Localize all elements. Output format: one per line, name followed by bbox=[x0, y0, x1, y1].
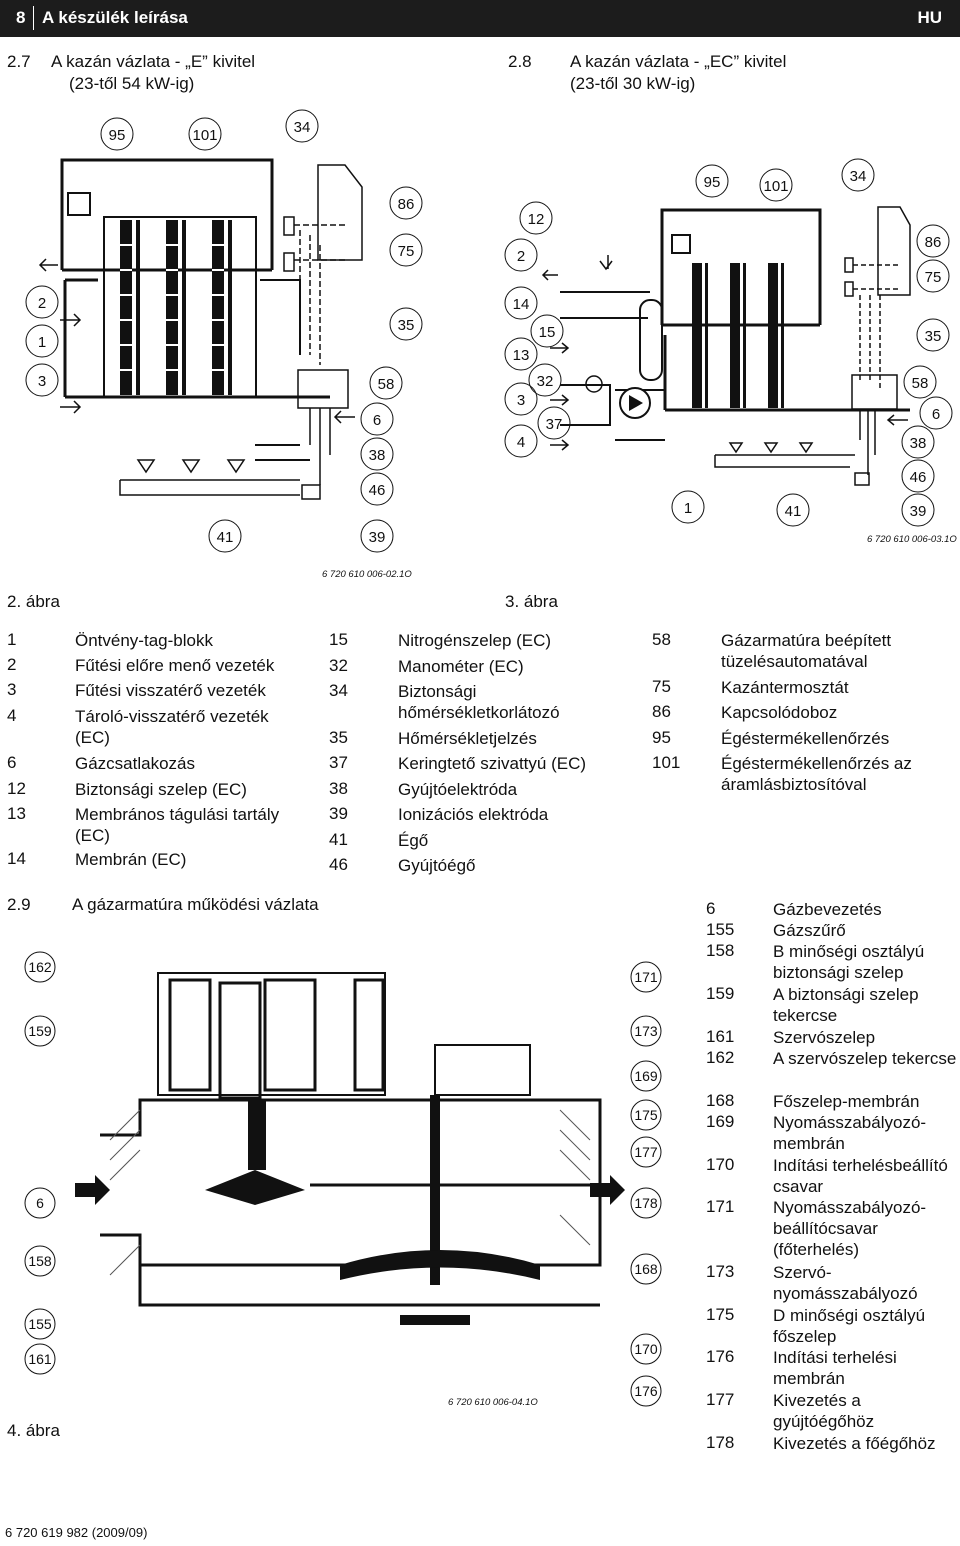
fig3-label: 46 bbox=[909, 469, 927, 486]
legend-text: Égéstermékellenőrzés az áramlásbiztosítóval bbox=[721, 754, 912, 794]
legend-num: 155 bbox=[706, 920, 735, 939]
legend-text: Kivezetés a gyújtóégőhöz bbox=[773, 1391, 875, 1431]
fig4-label: 162 bbox=[28, 959, 52, 975]
legend-text: B minőségi osztályú biztonsági szelep bbox=[773, 942, 925, 982]
legend-num: 95 bbox=[652, 728, 671, 747]
fig2-label: 75 bbox=[397, 243, 415, 260]
legend-text: Főszelep-membrán bbox=[773, 1092, 920, 1111]
legend-text: Keringtető szivattyú (EC) bbox=[398, 754, 587, 773]
legend-text: Gyújtóégő bbox=[398, 856, 476, 875]
legend-num: 176 bbox=[706, 1347, 735, 1366]
fig2-label: 2 bbox=[37, 295, 47, 312]
legend-text: Nitrogénszelep (EC) bbox=[398, 631, 552, 650]
fig3-label: 1 bbox=[683, 500, 693, 517]
section-title-line1: A kazán vázlata - „E” kivitel bbox=[51, 52, 256, 71]
section-title-line1: A kazán vázlata - „EC” kivitel bbox=[570, 52, 787, 71]
legend-num: 58 bbox=[652, 630, 671, 649]
legend-num: 4 bbox=[7, 706, 17, 725]
fig3-label: 2 bbox=[516, 248, 526, 265]
footer-doc-number: 6 720 619 982 (2009/09) bbox=[5, 1525, 148, 1540]
fig2-label: 86 bbox=[397, 196, 415, 213]
fig4-label: 6 bbox=[36, 1195, 44, 1211]
fig2-label: 1 bbox=[37, 334, 47, 351]
legend-num: 75 bbox=[652, 677, 671, 696]
fig2-label: 95 bbox=[108, 127, 126, 144]
fig2-code: 6 720 610 006-02.1O bbox=[322, 569, 412, 580]
legend-text: Gyújtóelektróda bbox=[398, 780, 518, 799]
legend-text: Gázcsatlakozás bbox=[75, 754, 195, 773]
legend-num: 2 bbox=[7, 655, 17, 674]
fig3-label: 32 bbox=[536, 373, 554, 390]
language-code: HU bbox=[917, 8, 942, 27]
fig4-label: 158 bbox=[28, 1253, 52, 1269]
fig2-label: 101 bbox=[192, 127, 218, 144]
legend-text: Égéstermékellenőrzés bbox=[721, 729, 890, 748]
fig4-label: 161 bbox=[28, 1351, 52, 1367]
legend-num: 15 bbox=[329, 630, 348, 649]
section-number: 2.9 bbox=[7, 895, 31, 914]
legend-text: Nyomásszabályozó-membrán bbox=[773, 1113, 927, 1153]
legend-text: Gázszűrő bbox=[773, 921, 846, 940]
fig2-caption: 2. ábra bbox=[7, 592, 60, 611]
legend-num: 101 bbox=[652, 753, 681, 772]
legend-num: 35 bbox=[329, 728, 348, 747]
fig3-label: 58 bbox=[911, 375, 929, 392]
legend-num: 86 bbox=[652, 702, 671, 721]
fig4-label: 168 bbox=[634, 1261, 658, 1277]
fig4-label: 175 bbox=[634, 1107, 658, 1123]
legend-num: 6 bbox=[7, 753, 17, 772]
legend-text: Indítási terhelésbeállító csavar bbox=[773, 1156, 948, 1196]
legend-text: Nyomásszabályozó-beállítócsavar (főterhelés) bbox=[773, 1198, 927, 1259]
legend-text: Szervó-nyomásszabályozó bbox=[773, 1263, 918, 1303]
boiler-diagram-e bbox=[0, 105, 470, 575]
legend-num: 14 bbox=[7, 849, 26, 868]
legend-text: A szervószelep tekercse bbox=[773, 1049, 957, 1068]
legend-column-3 bbox=[652, 630, 957, 810]
gas-valve-diagram bbox=[0, 935, 680, 1415]
legend-column-2 bbox=[329, 630, 629, 880]
fig2-label: 46 bbox=[368, 482, 386, 499]
legend-text: Biztonsági szelep (EC) bbox=[75, 780, 247, 799]
legend-text: Gázbevezetés bbox=[773, 900, 882, 919]
legend-num: 12 bbox=[7, 779, 26, 798]
legend-num: 38 bbox=[329, 779, 348, 798]
legend-num: 46 bbox=[329, 855, 348, 874]
legend-num: 158 bbox=[706, 941, 735, 960]
fig4-label: 170 bbox=[634, 1341, 658, 1357]
legend-text: Ionizációs elektróda bbox=[398, 805, 549, 824]
legend-text: D minőségi osztályú főszelep bbox=[773, 1306, 926, 1346]
fig2-label: 6 bbox=[372, 412, 382, 429]
fig2-label: 3 bbox=[37, 373, 47, 390]
legend-text: Gázarmatúra beépített tüzelésautomatával bbox=[721, 631, 892, 671]
legend-text: Öntvény-tag-blokk bbox=[75, 631, 213, 650]
legend-num: 173 bbox=[706, 1262, 735, 1281]
legend-text: Membrános tágulási tartály (EC) bbox=[75, 805, 280, 845]
fig3-label: 34 bbox=[849, 168, 867, 185]
boiler-diagram-ec bbox=[490, 155, 960, 545]
fig2-label: 38 bbox=[368, 447, 386, 464]
legend-num: 37 bbox=[329, 753, 348, 772]
legend-num: 168 bbox=[706, 1091, 735, 1110]
fig3-label: 39 bbox=[909, 503, 927, 520]
fig3-label: 14 bbox=[512, 296, 530, 313]
fig4-caption: 4. ábra bbox=[7, 1421, 60, 1440]
fig4-label: 169 bbox=[634, 1068, 658, 1084]
section-title: A gázarmatúra működési vázlata bbox=[72, 895, 319, 914]
legend-num: 1 bbox=[7, 630, 17, 649]
legend-num: 13 bbox=[7, 804, 26, 823]
section-number: 2.7 bbox=[7, 52, 31, 71]
fig2-label: 35 bbox=[397, 317, 415, 334]
fig3-label: 6 bbox=[931, 406, 941, 423]
header-title: A készülék leírása bbox=[42, 8, 188, 27]
fig4-label: 155 bbox=[28, 1316, 52, 1332]
fig2-label: 39 bbox=[368, 529, 386, 546]
fig4-label: 171 bbox=[634, 969, 658, 985]
section-title-line2: (23-től 30 kW-ig) bbox=[570, 74, 696, 93]
page-header bbox=[0, 0, 960, 37]
fig3-label: 101 bbox=[763, 178, 789, 195]
legend-num: 161 bbox=[706, 1027, 735, 1046]
legend-text: Szervószelep bbox=[773, 1028, 876, 1047]
fig4-label: 178 bbox=[634, 1195, 658, 1211]
fig3-label: 95 bbox=[703, 174, 721, 191]
fig3-label: 12 bbox=[527, 211, 545, 228]
fig2-label: 58 bbox=[377, 376, 395, 393]
legend-text: Fűtési előre menő vezeték bbox=[75, 656, 275, 675]
fig3-label: 41 bbox=[784, 503, 802, 520]
legend-text: Membrán (EC) bbox=[75, 850, 187, 869]
fig3-caption: 3. ábra bbox=[505, 592, 558, 611]
fig3-label: 86 bbox=[924, 234, 942, 251]
legend-num: 170 bbox=[706, 1155, 735, 1174]
legend-text: Hőmérsékletjelzés bbox=[398, 729, 537, 748]
fig3-code: 6 720 610 006-03.1O bbox=[867, 534, 957, 545]
legend-text: Manométer (EC) bbox=[398, 657, 524, 676]
fig3-label: 75 bbox=[924, 269, 942, 286]
legend-text: A biztonsági szelep tekercse bbox=[773, 985, 919, 1025]
legend-num: 34 bbox=[329, 681, 348, 700]
section-title-line2: (23-től 54 kW-ig) bbox=[69, 74, 195, 93]
legend-num: 171 bbox=[706, 1197, 735, 1216]
page-number: 8 bbox=[16, 8, 26, 27]
legend-num: 162 bbox=[706, 1048, 735, 1067]
fig3-label: 35 bbox=[924, 328, 942, 345]
section-2-9-title bbox=[7, 894, 319, 916]
legend-text: Tároló-visszatérő vezeték (EC) bbox=[75, 707, 269, 747]
section-number: 2.8 bbox=[508, 52, 532, 71]
fig3-label: 15 bbox=[538, 324, 556, 341]
section-2-7-title bbox=[7, 51, 255, 95]
fig4-label: 177 bbox=[634, 1144, 658, 1160]
legend-text: Indítási terhelési membrán bbox=[773, 1348, 897, 1388]
fig3-label: 3 bbox=[516, 392, 526, 409]
legend-num: 159 bbox=[706, 984, 735, 1003]
fig4-label: 159 bbox=[28, 1023, 52, 1039]
fig3-label: 4 bbox=[516, 434, 526, 451]
legend-num: 32 bbox=[329, 656, 348, 675]
legend-text: Égő bbox=[398, 831, 429, 850]
legend-num: 175 bbox=[706, 1305, 735, 1324]
legend-text: Kapcsolódoboz bbox=[721, 703, 838, 722]
fig2-label: 34 bbox=[293, 119, 311, 136]
legend-text: Kivezetés a főégőhöz bbox=[773, 1434, 936, 1453]
legend-num: 41 bbox=[329, 830, 348, 849]
fig3-label: 37 bbox=[545, 416, 563, 433]
fig4-label: 173 bbox=[634, 1023, 658, 1039]
section-2-8-title bbox=[508, 51, 786, 95]
legend-num: 177 bbox=[706, 1390, 735, 1409]
legend-num: 178 bbox=[706, 1433, 735, 1452]
header-divider bbox=[33, 6, 34, 30]
legend-num: 6 bbox=[706, 899, 716, 918]
fig3-label: 13 bbox=[512, 347, 530, 364]
legend-fig4 bbox=[706, 899, 958, 1479]
fig4-code: 6 720 610 006-04.1O bbox=[448, 1397, 538, 1408]
fig4-label: 176 bbox=[634, 1383, 658, 1399]
legend-num: 169 bbox=[706, 1112, 735, 1131]
legend-text: Kazántermosztát bbox=[721, 678, 849, 697]
legend-text: Biztonsági hőmérsékletkorlátozó bbox=[398, 682, 560, 722]
fig3-label: 38 bbox=[909, 435, 927, 452]
legend-num: 3 bbox=[7, 680, 17, 699]
legend-column-1 bbox=[7, 630, 317, 880]
legend-num: 39 bbox=[329, 804, 348, 823]
legend-text: Fűtési visszatérő vezeték bbox=[75, 681, 266, 700]
fig2-label: 41 bbox=[216, 529, 234, 546]
